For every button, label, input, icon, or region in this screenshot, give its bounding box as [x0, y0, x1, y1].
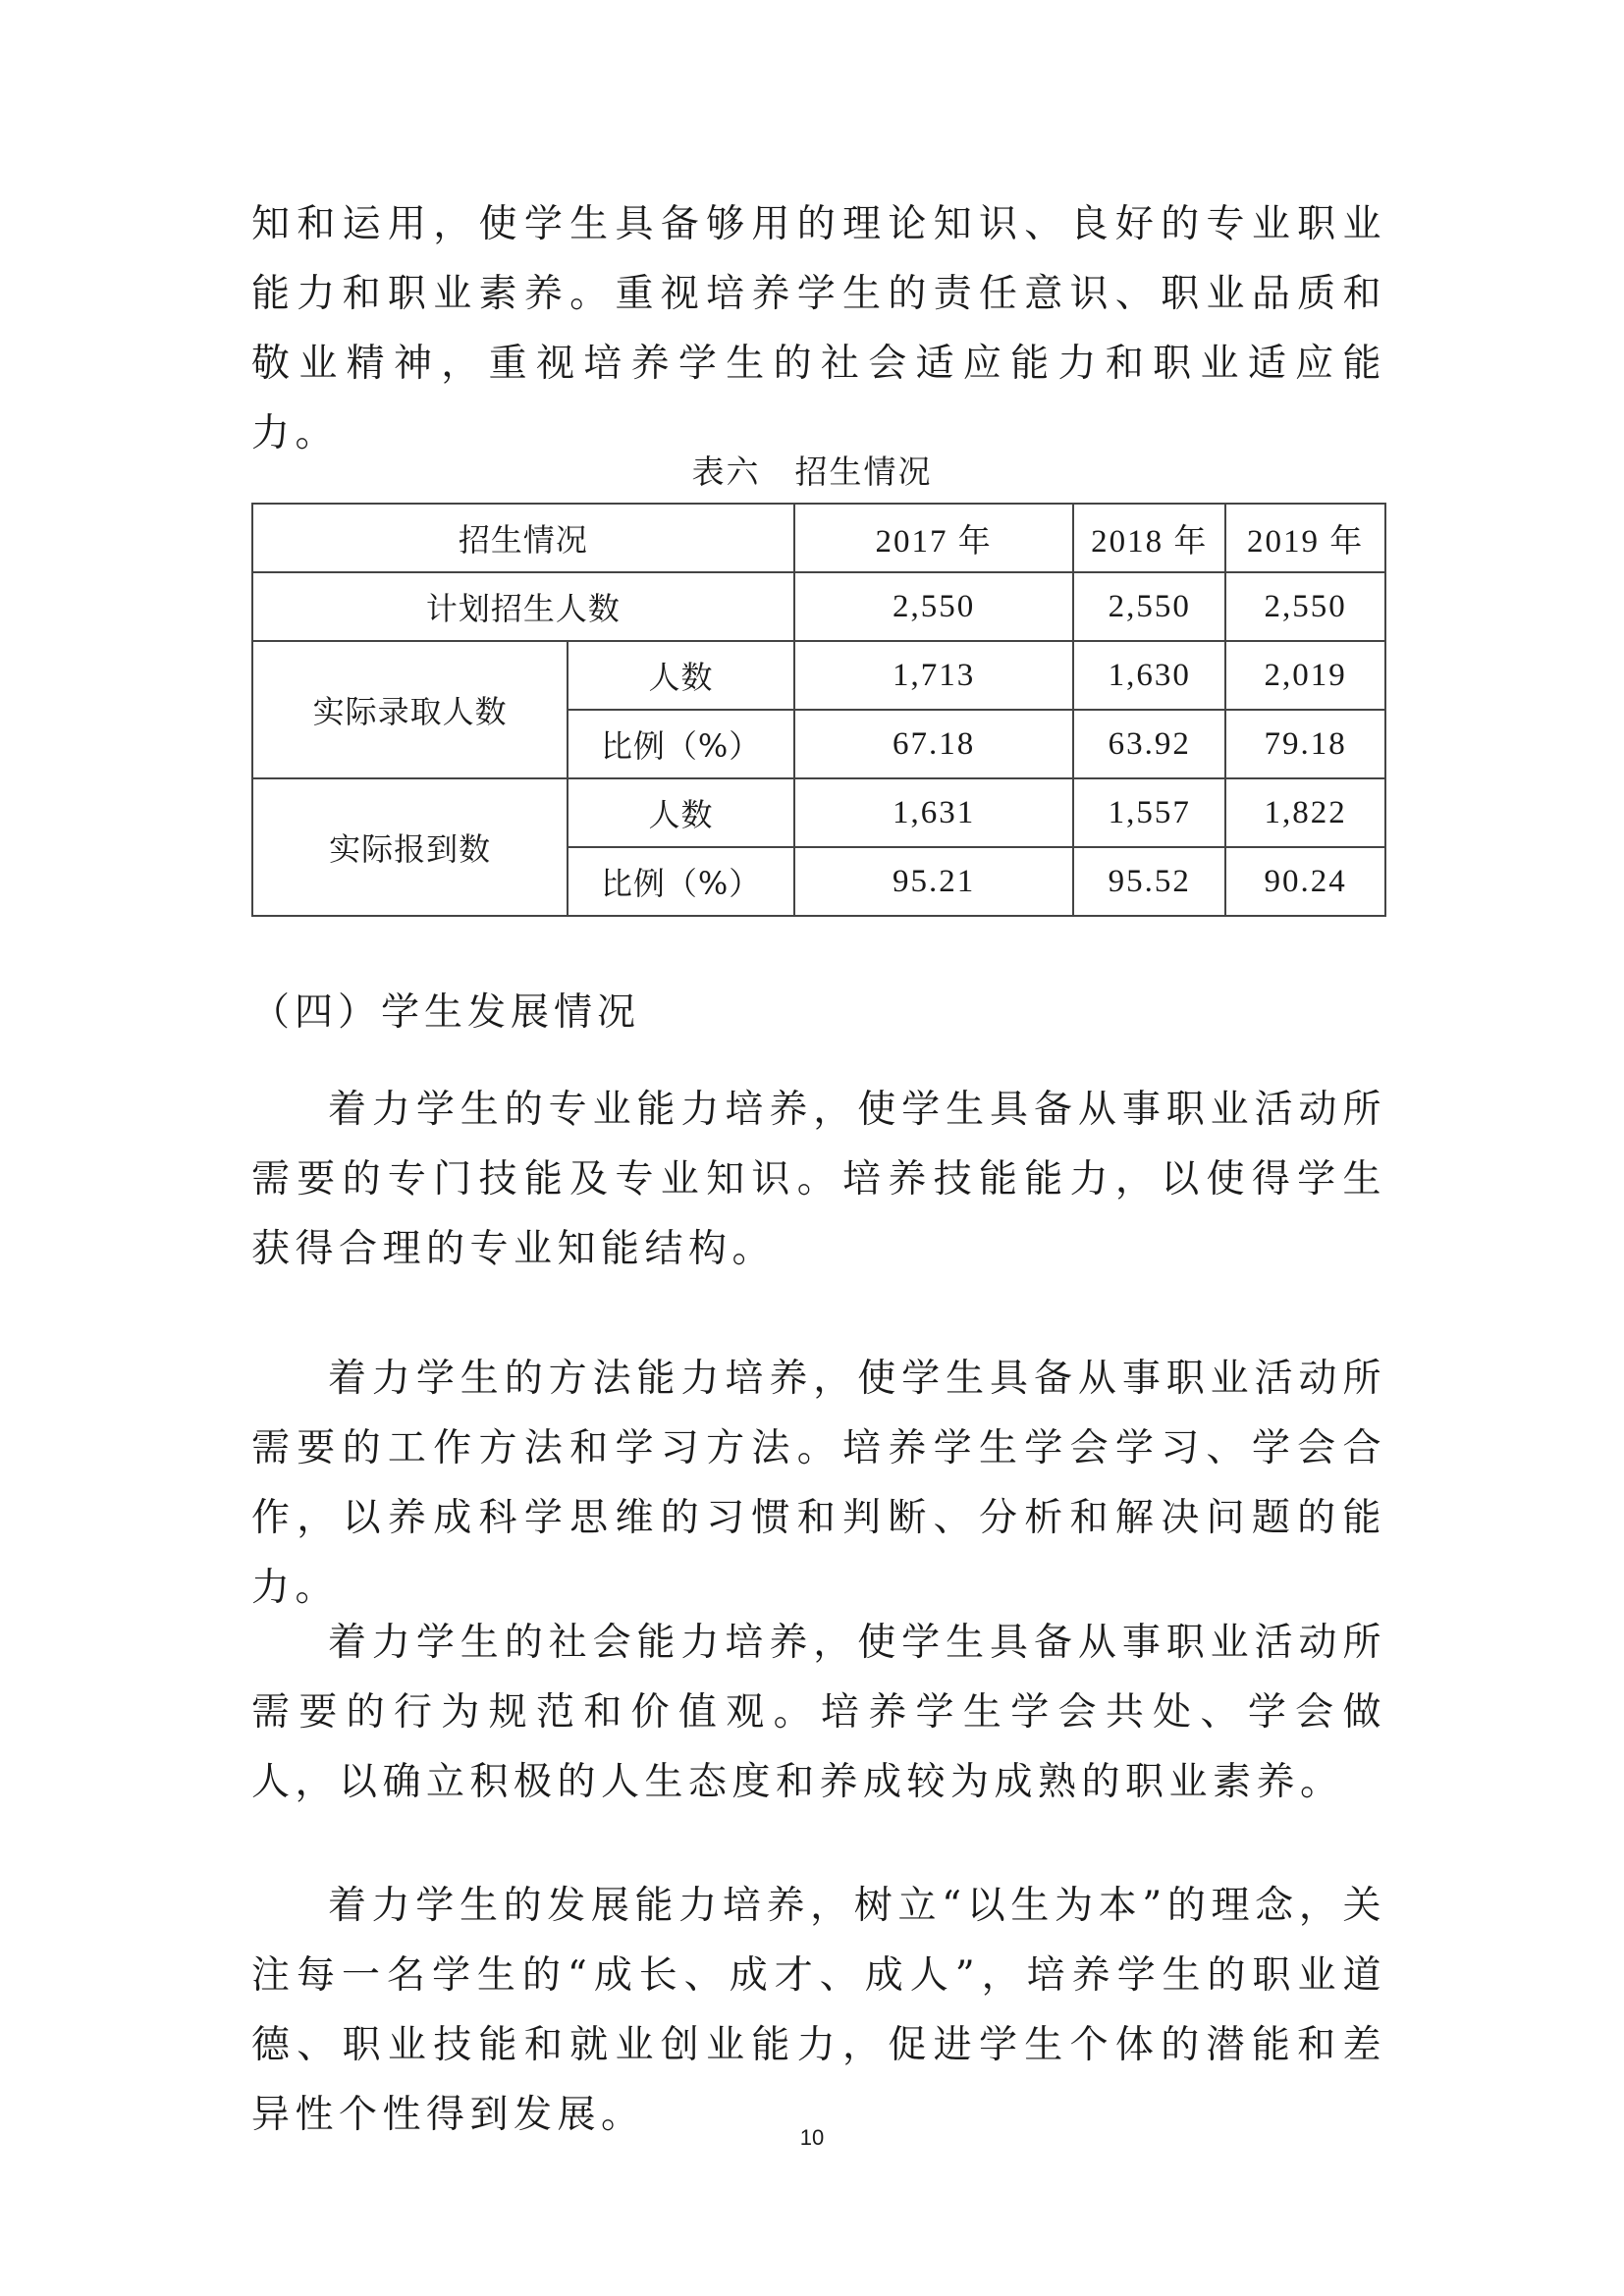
- planned-label-cell: 计划招生人数: [252, 572, 794, 641]
- admitted-count-label: 人数: [568, 641, 794, 710]
- registered-count-2018: 1,557: [1073, 778, 1225, 847]
- intro-paragraph: 知和运用，使学生具备够用的理论知识、良好的专业职业能力和职业素养。重视培养学生的责任意识、职业品质和敬业精神，重视培养学生的社会适应能力和职业适应能力。: [251, 202, 1386, 455]
- table-row-registered-count: [252, 778, 1385, 847]
- registered-ratio-2018: 95.52: [1073, 847, 1225, 916]
- header-year-2017: 2017 年: [794, 504, 1073, 572]
- registered-count-2017: 1,631: [794, 778, 1073, 847]
- table-row-admitted-count: [252, 641, 1385, 710]
- registered-ratio-label: 比例（%）: [568, 847, 794, 916]
- planned-2018: 2,550: [1073, 572, 1225, 641]
- header-year-2018: 2018 年: [1073, 504, 1225, 572]
- section-heading: （四）学生发展情况: [251, 990, 641, 1035]
- paragraph-social-ability: 着力学生的社会能力培养，使学生具备从事职业活动所需要的行为规范和价值观。培养学生学会共处、学会做人，以确立积极的人生态度和养成较为成熟的职业素养。: [251, 1621, 1386, 1804]
- table-row-planned: [252, 572, 1385, 641]
- paragraph-professional-ability: 着力学生的专业能力培养，使学生具备从事职业活动所需要的专门技能及专业知识。培养技能能力，以使得学生获得合理的专业知能结构。: [251, 1088, 1386, 1271]
- planned-2017: 2,550: [794, 572, 1073, 641]
- paragraph-development-ability: 着力学生的发展能力培养，树立“以生为本”的理念，关注每一名学生的“成长、成才、成人”，培养学生的职业道德、职业技能和就业创业能力，促进学生个体的潜能和差异性个性得到发展。: [251, 1884, 1386, 2137]
- admitted-label-cell: 实际录取人数: [252, 641, 568, 778]
- header-year-2019: 2019 年: [1225, 504, 1385, 572]
- admitted-count-2017: 1,713: [794, 641, 1073, 710]
- admitted-count-2018: 1,630: [1073, 641, 1225, 710]
- registered-count-2019: 1,822: [1225, 778, 1385, 847]
- registered-label-cell: 实际报到数: [252, 778, 568, 916]
- registered-ratio-2017: 95.21: [794, 847, 1073, 916]
- admitted-ratio-2017: 67.18: [794, 710, 1073, 778]
- registered-count-label: 人数: [568, 778, 794, 847]
- enrollment-table: [251, 503, 1386, 917]
- admitted-ratio-2018: 63.92: [1073, 710, 1225, 778]
- admitted-count-2019: 2,019: [1225, 641, 1385, 710]
- table-header-row: [252, 504, 1385, 572]
- paragraph-method-ability: 着力学生的方法能力培养，使学生具备从事职业活动所需要的工作方法和学习方法。培养学生学会学习、学会合作，以养成科学思维的习惯和判断、分析和解决问题的能力。: [251, 1357, 1386, 1610]
- table-caption: 表六 招生情况: [691, 453, 933, 491]
- header-label-cell: 招生情况: [252, 504, 794, 572]
- admitted-ratio-2019: 79.18: [1225, 710, 1385, 778]
- page-number: 10: [799, 2125, 825, 2150]
- planned-2019: 2,550: [1225, 572, 1385, 641]
- admitted-ratio-label: 比例（%）: [568, 710, 794, 778]
- registered-ratio-2019: 90.24: [1225, 847, 1385, 916]
